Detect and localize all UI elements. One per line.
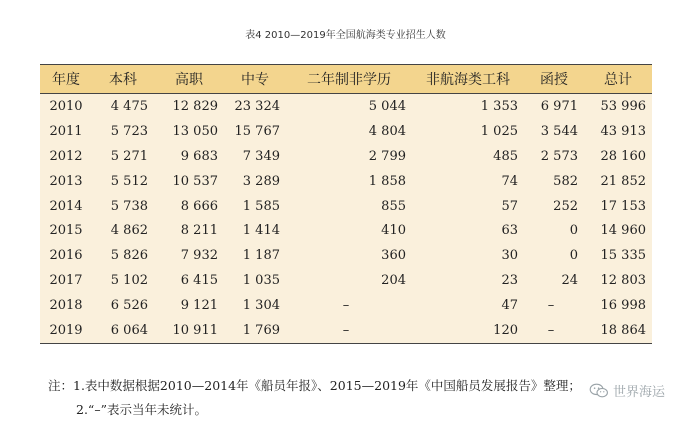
table-cell: 5 271	[110, 148, 148, 164]
column-header: 非航海类工科	[412, 65, 524, 94]
column-header: 函授	[524, 65, 584, 94]
table-cell: 8 666	[180, 198, 218, 214]
watermark	[585, 380, 669, 401]
table-header-row	[40, 65, 652, 94]
table-cell: 410	[381, 223, 406, 239]
table-cell: 6 415	[180, 273, 218, 289]
year-cell: 2018	[49, 298, 83, 314]
table-cell: 28 160	[600, 148, 646, 164]
table-row	[40, 218, 652, 243]
table-cell: 24	[561, 273, 578, 289]
table-cell: 3 289	[242, 173, 280, 189]
table-cell: 9 683	[180, 148, 218, 164]
table-cell: 360	[381, 248, 406, 264]
table-cell: 14 960	[600, 223, 646, 239]
table-body	[40, 94, 652, 344]
table-cell: 2 799	[368, 148, 406, 164]
table-cell: 1 353	[480, 98, 518, 114]
table-cell: 13 050	[172, 123, 218, 139]
table-cell: 1 769	[224, 318, 286, 343]
table-cell: 1 025	[480, 123, 518, 139]
table-cell: 16 998	[600, 298, 646, 314]
wechat-icon	[589, 383, 609, 399]
table-cell: 57	[501, 198, 518, 214]
year-cell: 2019	[40, 318, 92, 343]
table-cell: 5 738	[110, 198, 148, 214]
year-cell: 2012	[49, 148, 83, 164]
table-cell: 10 537	[172, 173, 218, 189]
table-cell: 5 044	[368, 98, 406, 114]
table-cell: 1 304	[242, 298, 280, 314]
table-cell: 582	[553, 173, 578, 189]
table-cell: 23 324	[234, 98, 280, 114]
note-line-1: 注：1.表中数据根据2010—2014年《船员年报》、2015—2019年《中国船员发展报告》整理；	[48, 378, 581, 393]
table-cell: –	[342, 298, 350, 314]
column-header: 本科	[92, 65, 154, 94]
table-cell: 4 475	[110, 98, 148, 114]
table-cell: –	[286, 318, 412, 343]
table-cell: 0	[569, 248, 578, 264]
table-row	[40, 293, 652, 318]
table-cell: 6 526	[110, 298, 148, 314]
table-cell: 12 803	[600, 273, 646, 289]
table-cell: 7 349	[242, 148, 280, 164]
table-cell: 12 829	[172, 98, 218, 114]
table-cell: 4 862	[110, 223, 148, 239]
table-cell: 3 544	[540, 123, 578, 139]
table-cell: 5 826	[110, 248, 148, 264]
table-cell: 43 913	[600, 123, 646, 139]
table-cell: 8 211	[180, 223, 218, 239]
table-cell: 1 414	[242, 223, 280, 239]
table-cell: 18 864	[584, 318, 652, 343]
table-cell: 47	[501, 298, 518, 314]
table-cell: 21 852	[600, 173, 646, 189]
table-cell: –	[524, 318, 584, 343]
table-cell: 2 573	[540, 148, 578, 164]
table-cell: 7 932	[180, 248, 218, 264]
year-cell: 2010	[49, 98, 83, 114]
table-notes	[48, 374, 581, 422]
table-cell: 15 767	[234, 123, 280, 139]
table-cell: 17 153	[600, 198, 646, 214]
table-cell: 23	[501, 273, 518, 289]
table-row	[40, 94, 652, 119]
table-cell: 6 064	[92, 318, 154, 343]
table-cell: 1 858	[368, 173, 406, 189]
column-header: 二年制非学历	[286, 65, 412, 94]
table-row	[40, 318, 652, 343]
year-cell: 2011	[49, 123, 83, 139]
table-cell: 9 121	[180, 298, 218, 314]
table-row	[40, 194, 652, 219]
table-row	[40, 268, 652, 293]
table-cell: 855	[381, 198, 406, 214]
year-cell: 2013	[49, 173, 83, 189]
year-cell: 2017	[49, 273, 83, 289]
table-cell: 15 335	[600, 248, 646, 264]
year-cell: 2015	[49, 223, 83, 239]
table-cell: 0	[569, 223, 578, 239]
table-cell: 53 996	[600, 98, 646, 114]
column-header: 总计	[584, 65, 652, 94]
table-row	[40, 169, 652, 194]
note-line-2: 2.“–”表示当年未统计。	[76, 402, 207, 417]
table-cell: 1 187	[242, 248, 280, 264]
table-cell: 5 102	[110, 273, 148, 289]
table-cell: 252	[553, 198, 578, 214]
column-header: 年度	[40, 65, 92, 94]
table-cell: 10 911	[154, 318, 224, 343]
table-cell: 204	[381, 273, 406, 289]
table-cell: –	[547, 298, 555, 314]
table-row	[40, 243, 652, 268]
table-cell: 5 512	[110, 173, 148, 189]
year-cell: 2014	[49, 198, 83, 214]
table-cell: 30	[501, 248, 518, 264]
table-cell: 1 585	[242, 198, 280, 214]
table-cell: 1 035	[242, 273, 280, 289]
table-cell: 485	[493, 148, 518, 164]
column-header: 高职	[154, 65, 224, 94]
table-row	[40, 119, 652, 144]
table-cell: 63	[501, 223, 518, 239]
table-row	[40, 144, 652, 169]
table-cell: 74	[501, 173, 518, 189]
table-cell: 4 804	[368, 123, 406, 139]
enrollment-table-container	[40, 64, 652, 344]
watermark-text: 世界海运	[612, 385, 665, 400]
table-cell: 5 723	[110, 123, 148, 139]
table-cell: 6 971	[540, 98, 578, 114]
enrollment-table	[40, 64, 652, 344]
year-cell: 2016	[49, 248, 83, 264]
table-caption: 表4 2010—2019年全国航海类专业招生人数	[245, 30, 446, 41]
column-header: 中专	[224, 65, 286, 94]
table-cell: 120	[412, 318, 524, 343]
